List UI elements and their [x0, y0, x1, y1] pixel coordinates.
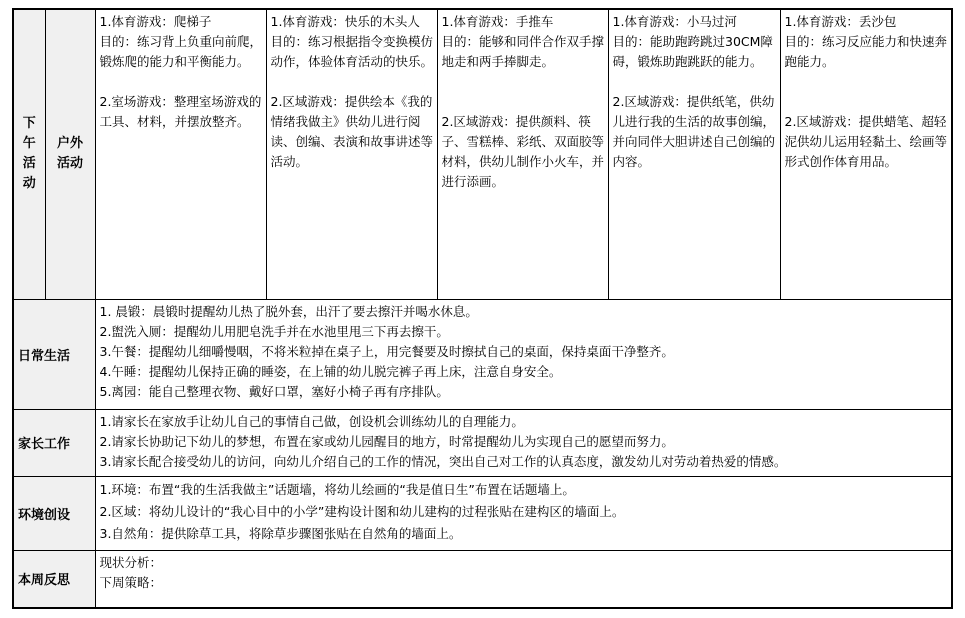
environment-content — [95, 476, 952, 550]
day-cell-5 — [780, 9, 952, 299]
environment-item: 1.环境：布置“我的生活我做主”话题墙，将幼儿绘画的“我是值日生”布置在话题墙上。 — [99, 481, 575, 497]
daily-label: 日常生活 — [18, 348, 71, 364]
reflection-label-cell — [13, 550, 95, 608]
sports-game: 1.体育游戏：丢沙包 — [784, 14, 897, 29]
daily-row — [13, 299, 952, 409]
day-cell-4 — [608, 9, 780, 299]
sports-game: 1.体育游戏：快乐的木头人 — [270, 14, 420, 29]
afternoon-label-cell — [13, 9, 45, 299]
parents-content — [95, 409, 952, 476]
sports-goal: 目的：练习根据指令变换模仿动作，体验体育活动的快乐。 — [270, 34, 434, 69]
reflection-content — [95, 550, 952, 608]
weekly-plan-table — [12, 8, 953, 609]
area-game: 2.室场游戏：整理室场游戏的工具、材料，并摆放整齐。 — [99, 94, 262, 129]
sports-game: 1.体育游戏：爬梯子 — [99, 14, 212, 29]
parents-label: 家长工作 — [18, 437, 71, 452]
reflection-item-analysis: 现状分析： — [99, 554, 163, 570]
parents-label-cell — [13, 409, 95, 476]
outdoor-label-cell — [45, 9, 95, 299]
daily-item: 4.午睡：提醒幼儿保持正确的睡姿，在上铺的幼儿脱完裤子再上床，注意自身安全。 — [99, 363, 562, 379]
reflection-item-strategy: 下周策略： — [99, 574, 163, 590]
area-game: 2.区域游戏：提供绘本《我的情绪我做主》供幼儿进行阅读、创编、表演和故事讲述等活动。 — [270, 94, 434, 169]
day-cell-3 — [437, 9, 608, 299]
daily-item: 1. 晨锻：晨锻时提醒幼儿热了脱外套，出汗了要去擦汗并喝水休息。 — [99, 303, 478, 319]
area-game: 2.区域游戏：提供纸笔，供幼儿进行我的生活的故事创编，并向同伴大胆讲述自己创编的内容。 — [612, 94, 776, 169]
environment-item: 3.自然角：提供除草工具，将除草步骤图张贴在自然角的墙面上。 — [99, 525, 462, 541]
environment-label-cell — [13, 476, 95, 550]
sports-goal: 目的：能助跑跨跳过30CM障碍，锻炼助跑跳跃的能力。 — [612, 34, 773, 69]
daily-item: 2.盥洗入厕：提醒幼儿用肥皂洗手并在水池里甩三下再去擦干。 — [99, 323, 449, 339]
daily-label-cell — [13, 299, 95, 409]
area-game: 2.区域游戏：提供颜料、筷子、雪糕棒、彩纸、双面胶等材料，供幼儿制作小火车，并进行添画。 — [441, 114, 605, 189]
afternoon-row — [13, 9, 952, 299]
sports-goal: 目的：练习反应能力和快速奔跑能力。 — [784, 34, 948, 69]
daily-item: 5.离园：能自己整理衣物、戴好口罩，塞好小椅子再有序排队。 — [99, 383, 449, 399]
parents-item: 3.请家长配合接受幼儿的访问，向幼儿介绍自己的工作的情况，突出自己对工作的认真态度，激发幼儿对劳动着热爱的情感。 — [99, 453, 787, 469]
day-cell-2 — [266, 9, 437, 299]
parents-item: 1.请家长在家放手让幼儿自己的事情自己做，创设机会训练幼儿的自理能力。 — [99, 413, 524, 429]
sports-game: 1.体育游戏：小马过河 — [612, 14, 737, 29]
daily-item: 3.午餐：提醒幼儿细嚼慢咽，不将米粒掉在桌子上，用完餐要及时擦拭自己的桌面，保持桌面干净整齐。 — [99, 343, 674, 359]
environment-item: 2.区域：将幼儿设计的“我心目中的小学”建构设计图和幼儿建构的过程张贴在建构区的墙面上。 — [99, 503, 625, 519]
environment-row — [13, 476, 952, 550]
sports-goal: 目的：练习背上负重向前爬，锻炼爬的能力和平衡能力。 — [99, 34, 263, 69]
day-cell-1 — [95, 9, 266, 299]
parents-item: 2.请家长协助记下幼儿的梦想，布置在家或幼儿园醒目的地方，时常提醒幼儿为实现自己的愿望而努力。 — [99, 433, 674, 449]
reflection-label: 本周反思 — [18, 573, 71, 589]
environment-label: 环境创设 — [18, 507, 71, 523]
sports-goal: 目的：能够和同伴合作双手撑地走和两手捧脚走。 — [441, 34, 605, 69]
outdoor-label: 户外活动 — [56, 136, 83, 172]
afternoon-label: 下午活动 — [22, 116, 36, 192]
parents-row — [13, 409, 952, 476]
reflection-row — [13, 550, 952, 608]
daily-content — [95, 299, 952, 409]
area-game: 2.区域游戏：提供蜡笔、超轻泥供幼儿运用轻黏土、绘画等形式创作体育用品。 — [784, 114, 948, 169]
sports-game: 1.体育游戏：手推车 — [441, 14, 554, 29]
